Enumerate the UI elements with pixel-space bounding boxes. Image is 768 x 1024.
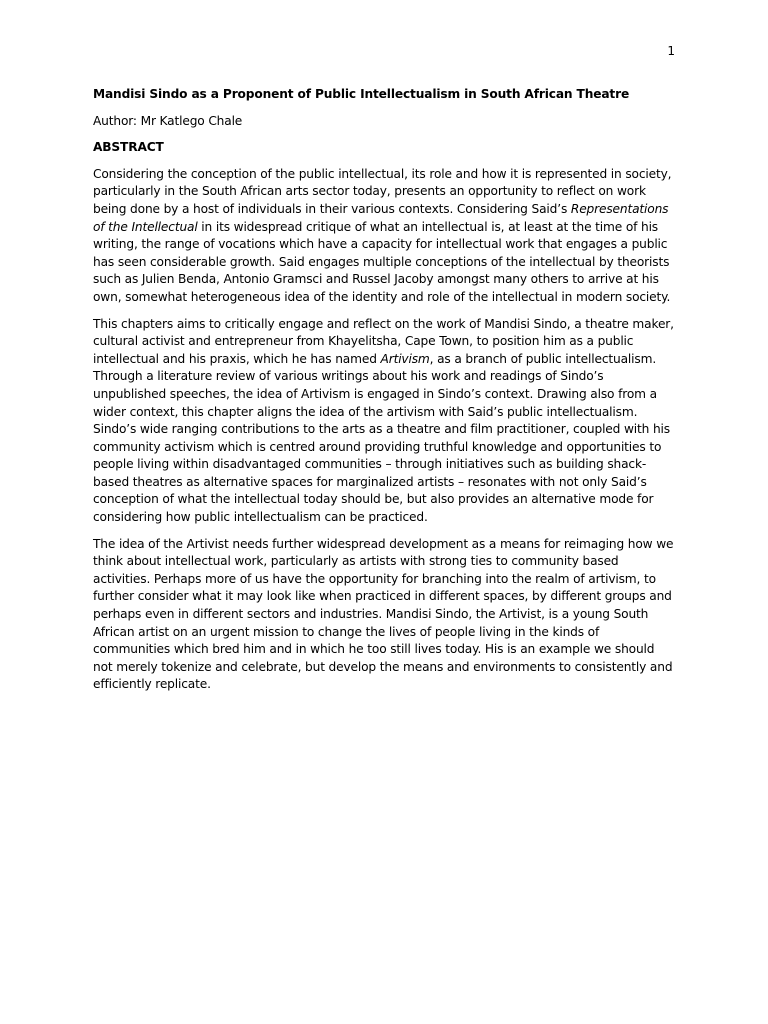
paragraph-text: The idea of the Artivist needs further widespread development as a means for reimaging how we think about intellectual work, particularly as artists with strong ties to community based activities. Perhaps more of us have the opportunity for branching into the realm of artivism, to further consider what it may look like when practiced in different spaces, by different groups and perhaps even in different sectors and industries. Mandisi Sindo, the Artivist, is a young South African artist on an urgent mission to change the lives of people living in the kinds of communities which bred him and in which he too still lives today. His is an example we should not merely tokenize and celebrate, but develop the means and environments to consistently and efficiently replicate. — [93, 536, 674, 692]
italic-term-text: Artivism — [380, 351, 430, 366]
paragraph-text: This chapters aims to critically engage and reflect on the work of Mandisi Sindo, a theatre maker, cultural activist and entrepreneur from Khayelitsha, Cape Town, to position him as a public intellectual and his praxis, which he has named — [93, 316, 674, 366]
paragraph-text: , as a branch of public intellectualism. Through a literature review of various writings about his work and readings of Sindo’s unpublished speeches, the idea of Artivism is engaged in Sindo’s context. Drawing also from a wider context, this chapter aligns the idea of the artivism with Said’s public intellectualism. Sindo’s wide ranging contributions to the arts as a theatre and film practitioner, coupled with his community activism which is centred around providing truthful knowledge and opportunities to people living within disadvantaged communities – through initiatives such as building shack-based theatres as alternative spaces for marginalized artists – resonates with not only Said’s conception of what the intellectual today should be, but also provides an alternative mode for considering how public intellectualism can be practiced. — [93, 351, 670, 525]
document-body — [93, 86, 677, 703]
paragraph-text: in its widespread critique of what an intellectual is, at least at the time of his writing, the range of vocations which have a capacity for intellectual work that engages a public has seen considerable growth. Said engages multiple conceptions of the intellectual by theorists such as Julien Benda, Antonio Gramsci and Russel Jacoby amongst many others to arrive at his own, somewhat heterogeneous idea of the identity and role of the intellectual in modern society. — [93, 219, 671, 304]
abstract-heading: ABSTRACT — [93, 140, 164, 155]
italic-title-text: Representations of the Intellectual — [93, 201, 669, 234]
document-title: Mandisi Sindo as a Proponent of Public Intellectualism in South African Theatre — [93, 87, 630, 101]
paragraph-text: Considering the conception of the public intellectual, its role and how it is represented in society, particularly in the South African arts sector today, presents an opportunity to reflect on work being done by a host of individuals in their various contexts. Considering Said’s — [93, 166, 672, 216]
abstract-paragraph-1 — [93, 166, 677, 307]
author-line: Author: Mr Katlego Chale — [93, 113, 243, 128]
abstract-paragraph-3 — [93, 536, 677, 694]
abstract-paragraph-2 — [93, 316, 677, 527]
page-number: 1 — [667, 44, 675, 58]
